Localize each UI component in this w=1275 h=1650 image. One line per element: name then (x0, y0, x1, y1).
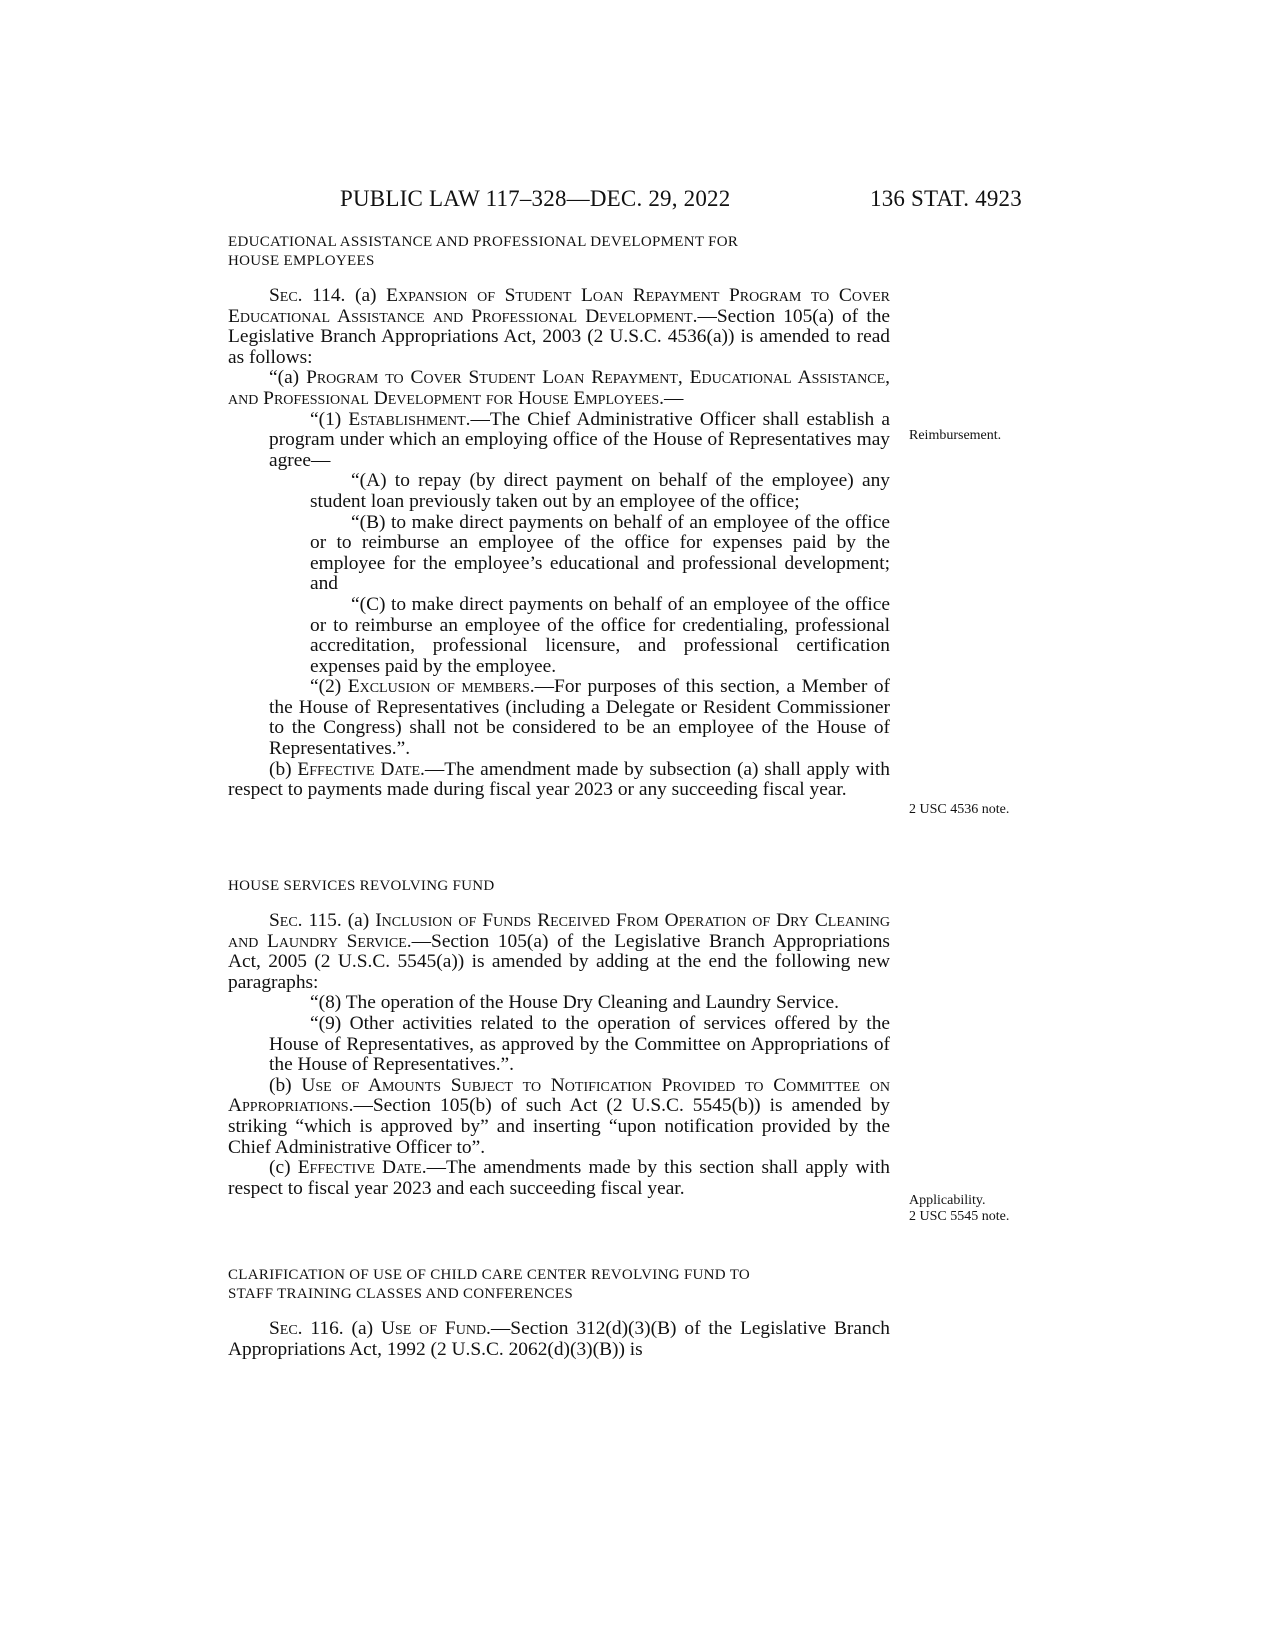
paragraph-9: “(9) Other activities related to the operation of services offered by the House of Representatives, as approved by the Committee on Appropriations of the House of Representatives.”. (269, 1012, 890, 1076)
subparagraph-a: “(A) to repay (by direct payment on behalf of the employee) any student loan previously taken out by an employee of the office; (310, 470, 890, 512)
margin-note-reimbursement: Reimbursement. (909, 428, 1002, 443)
section-116-caption: CLARIFICATION OF USE OF CHILD CARE CENTER REVOLVING FUND TO STAFF TRAINING CLASSES AND CONFERENCES (228, 1267, 751, 1302)
section-115-subsection-b: (b) Use of Amounts Subject to Notification Provided to Committee on Appropriations.—Section 105(b) of such Act (2 U.S.C. 5545(b)) is amended by striking “which is approved by” and inserting “upon notification provided by the Chief Administrative Officer to”. (228, 1074, 890, 1158)
section-115-caption: HOUSE SERVICES REVOLVING FUND (228, 878, 495, 894)
paragraph-2-exclusion: “(2) Exclusion of members.—For purposes of this section, a Member of the House of Representatives (including a Delegate or Resident Commissioner to the Congress) shall not be considered to be an employee of the House of Representatives.”. (269, 676, 890, 760)
margin-note-applicability: Applicability. (909, 1193, 986, 1208)
section-114-subsection-a: Sec. 114. (a) Expansion of Student Loan Repayment Program to Cover Educational Assistance and Professional Development.—Section 105(a) of the Legislative Branch Appropriations Act, 2003 (2 U.S.C. 4536(a)) is amended to read as follows: (228, 285, 891, 368)
section-116-subsection-a: Sec. 116. (a) Use of Fund.—Section 312(d)(3)(B) of the Legislative Branch Appropriations Act, 1992 (2 U.S.C. 2062(d)(3)(B)) is (228, 1318, 890, 1360)
section-116 (228, 1266, 890, 1360)
section-114-subsection-b: (b) Effective Date.—The amendment made by subsection (a) shall apply with respect to payments made during fiscal year 2023 or any succeeding fiscal year. (228, 758, 890, 801)
section-115 (228, 877, 890, 1199)
section-115-subsection-a: Sec. 115. (a) Inclusion of Funds Received From Operation of Dry Cleaning and Laundry Service.—Section 105(a) of the Legislative Branch Appropriations Act, 2005 (2 U.S.C. 5545(a)) is amended by adding at the end the following new paragraphs: (228, 910, 890, 993)
quoted-subsection-a: “(a) Program to Cover Student Loan Repayment, Educational Assistance, and Professional Development for House Employees.— (228, 367, 890, 409)
margin-note-2-usc-5545: 2 USC 5545 note. (909, 1209, 1010, 1224)
margin-note-2-usc-4536: 2 USC 4536 note. (909, 802, 1010, 817)
section-115-subsection-c: (c) Effective Date.—The amendments made by this section shall apply with respect to fiscal year 2023 and each succeeding fiscal year. (228, 1157, 890, 1199)
section-114-caption: EDUCATIONAL ASSISTANCE AND PROFESSIONAL DEVELOPMENT FOR HOUSE EMPLOYEES (228, 234, 739, 269)
paragraph-8: “(8) The operation of the House Dry Cleaning and Laundry Service. (310, 992, 839, 1014)
section-114 (228, 233, 890, 801)
paragraph-1-establishment: “(1) Establishment.—The Chief Administrative Officer shall establish a program under which an employing office of the House of Representatives may agree— (269, 408, 890, 471)
subparagraph-b: “(B) to make direct payments on behalf of an employee of the office or to reimburse an employee of the office for expenses paid by the employee for the employee’s educational and professional development; and (310, 511, 890, 595)
public-law-citation: PUBLIC LAW 117–328—DEC. 29, 2022 (340, 186, 731, 211)
stat-page-number: 136 STAT. 4923 (870, 186, 1022, 211)
subparagraph-c: “(C) to make direct payments on behalf of an employee of the office or to reimburse an employee of the office for credentialing, professional accreditation, professional licensure, and professional certification expenses paid by the employee. (310, 593, 890, 677)
